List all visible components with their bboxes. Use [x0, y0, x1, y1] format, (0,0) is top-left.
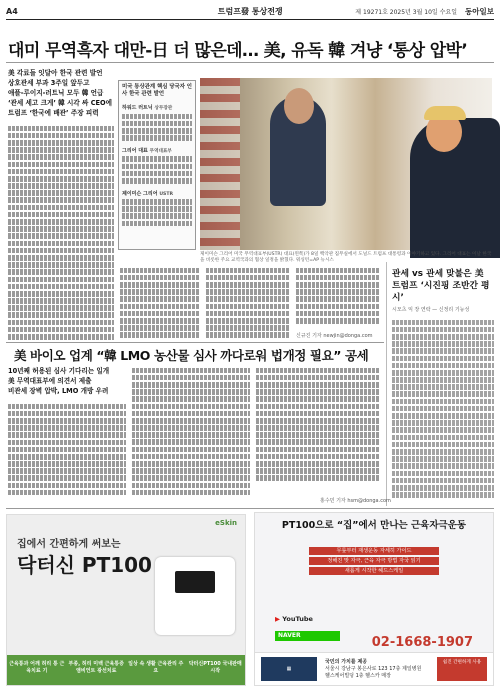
lead-subheads — [8, 68, 114, 118]
subhead: 상호관세 부과 3주일 앞두고 — [8, 79, 90, 87]
column-title: 관세 vs 관세 맞불은 美 트럼프 ‘시진핑 조반간 평시’ — [392, 269, 490, 303]
ad-kicker: 집에서 간편하게 써보는 — [17, 539, 121, 550]
ad-headline: PT100으로 “집”에서 만나는 근육자극운동 — [281, 520, 467, 531]
advertisement-right[interactable] — [254, 512, 494, 686]
newspaper-logo: 동아일보 — [465, 6, 494, 16]
person-name: 그리어 대표 — [122, 147, 148, 154]
lead-body-col2 — [120, 266, 200, 342]
ad-rule — [6, 508, 494, 509]
ad-product-name: 닥터신 PT100 — [17, 553, 152, 577]
ad-button[interactable]: 정해진 맞 자극, 근육 자극 방법 자국 읽기 — [309, 557, 439, 565]
flag-image — [200, 78, 240, 250]
subhead: 애플-루이지-러트닉 모두 韓 언급 — [8, 89, 104, 97]
lead-byline: 신규진 기자 newjin@donga.com — [296, 333, 373, 339]
subhead: 美 무역대표부에 의견서 제출 — [8, 377, 92, 385]
ad-bottom-band — [255, 652, 493, 685]
naver-search-bar[interactable]: NAVER — [275, 631, 340, 641]
ad-bottom-text: 국민의 가치를 제공 서울시 강남구 봉은사로 123 17층 제일병원헬스케어빌딩 1층 헬스카 매장 — [325, 659, 422, 679]
article2-subheads — [8, 366, 126, 396]
subhead: ‘관세 세고 크게’ 韓 시각 싸 CEO에 — [8, 99, 113, 107]
ad-button[interactable]: 새롭게 시작한 헤드스케일 — [309, 567, 439, 575]
subhead: 10년째 허용된 심사 기다리는 일개 — [8, 367, 110, 375]
section-title: 트럼프發 통상전쟁 — [217, 6, 283, 16]
ad-button-group — [309, 547, 439, 577]
lead-body-col1 — [8, 124, 114, 342]
ad-footer — [7, 655, 245, 685]
ad-button[interactable]: 무릎부터 재생운동 자세히 가이드 — [309, 547, 439, 555]
person-face — [284, 88, 314, 124]
photo-caption: 제이미슨 그리어 미국 무역대표부(USTR) 대표(왼쪽)가 8일 백악관 집무실에서 도널드 트럼프 대통령과 이야기하고 있다. 그리어 대표는 이날 한국을 비롯한 주요 교역국과의 협상 일정을 밝혔다. 워싱턴=AP 뉴시스 — [200, 252, 492, 263]
lead-headline: 대미 무역흑자 대만-日 더 많은데… 美, 유독 韓 겨냥 ‘통상 압박’ — [8, 41, 468, 61]
column-byline: 시모츠 익 장 연락 — 신정리 기능성 — [392, 307, 470, 313]
page-number: A4 — [6, 6, 18, 16]
building-image: ▦ — [261, 657, 317, 681]
ad-bottom-badge: 쉽진 간편하게 사용 — [437, 657, 487, 681]
ad-phone-number: 02-1668-1907 — [371, 635, 473, 650]
lead-body-col4 — [296, 266, 380, 330]
youtube-logo: ▶ YouTube — [275, 615, 313, 623]
ad-feature: 닥터신PT100 국내판매 시작 — [188, 661, 242, 674]
article-rule — [6, 342, 384, 343]
article2-body-col1 — [8, 402, 126, 506]
column-body — [392, 318, 494, 506]
infobox: 미국 통상관계 핵심 당국자 인사 한국 관련 발언 하워드 러트닉 상무장관 그리어 대표 무역대표부 제이미슨 그리어 USTR — [118, 80, 196, 250]
issue-info: 제 19271호 2025년 3월 10일 수요일 — [355, 8, 458, 16]
person-hair — [424, 106, 466, 120]
ad-feature: 근육통과 어깨 허리 통 근육치료 기 — [9, 661, 65, 674]
infobox-title: 미국 통상관계 핵심 당국자 인사 한국 관련 발언 — [122, 84, 192, 97]
person-name: 제이미슨 그리어 — [122, 190, 158, 197]
ad-feature: 부종, 허리 미백 근육통증 앰비언트 광선치료 — [68, 661, 124, 674]
lead-body-col3 — [206, 266, 290, 342]
article2-headline: 美 바이오 업계 “韓 LMO 농산물 심사 까다로워 법개정 필요” 공세 — [14, 348, 369, 363]
article2-byline: 홍수민 기자 hsm@donga.com — [320, 498, 391, 504]
advertisement-left[interactable] — [6, 514, 246, 686]
subhead: 美 각료들 잇달아 한국 관련 발언 — [8, 69, 103, 77]
news-photo — [200, 78, 492, 250]
header-rule — [6, 19, 494, 20]
person-name: 하워드 러트닉 — [122, 105, 153, 111]
subhead: 트럼프 ‘한국에 배관’ 주장 피력 — [8, 109, 99, 117]
device-image — [155, 557, 235, 635]
article2-body-col3 — [256, 366, 380, 494]
page-header — [6, 4, 494, 18]
ad-feature: 일상 속 생활 근육관리 주요 — [128, 661, 184, 674]
column-divider — [386, 262, 387, 506]
article2-body-col2 — [132, 366, 250, 506]
ad-brand-logo: eSkin — [215, 519, 237, 527]
headline-rule — [6, 62, 494, 63]
subhead: 비관세 장벽 압박, LMO 개방 우려 — [8, 387, 109, 395]
